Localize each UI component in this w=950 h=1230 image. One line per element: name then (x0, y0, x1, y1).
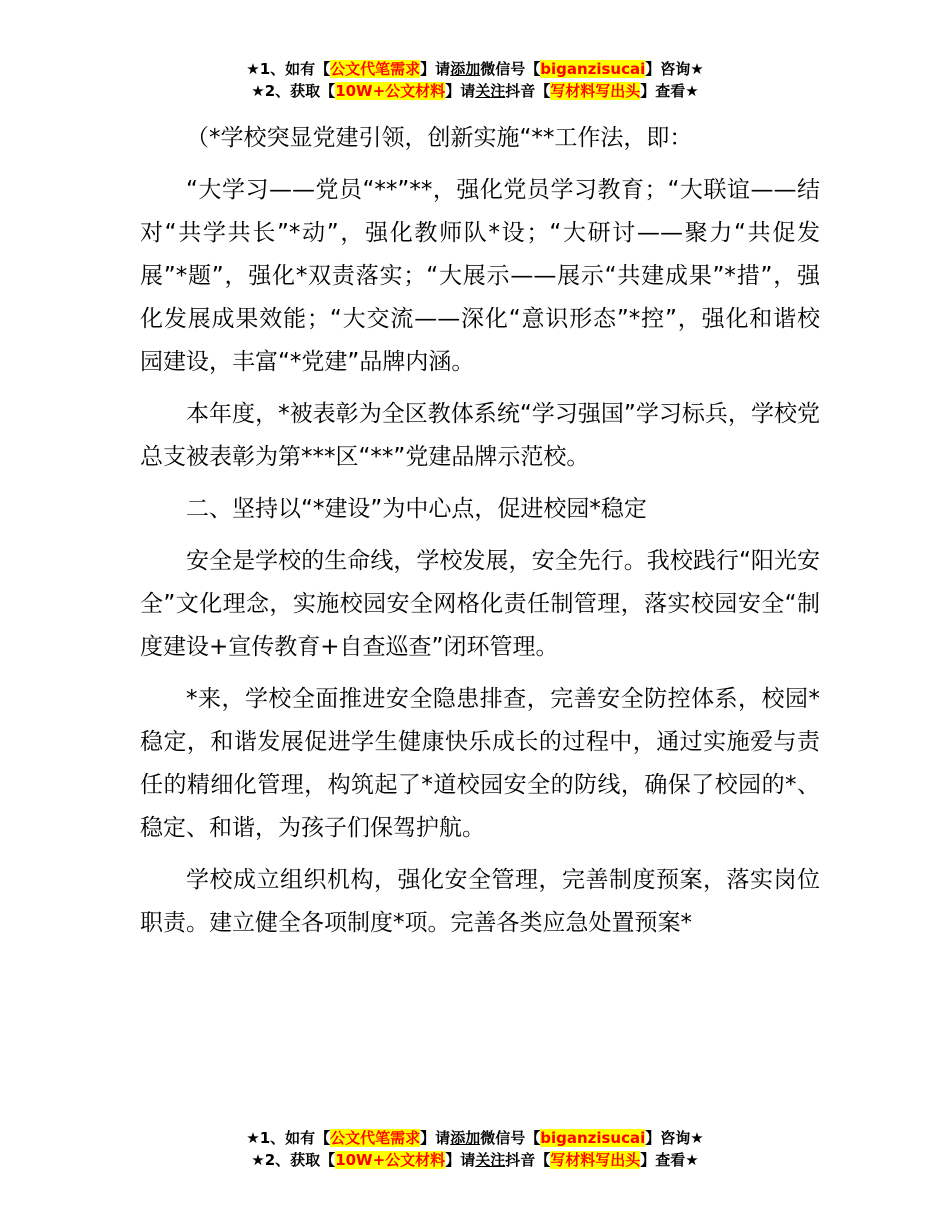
banner-text: 】查看★ (640, 1151, 699, 1169)
header-banner-line-2 (0, 80, 950, 102)
banner-text: 】请 (445, 1151, 476, 1169)
paragraph-organization: 学校成立组织机构，强化安全管理，完善制度预案，落实岗位职责。建立健全各项制度*项。完善各类应急处置预案* (140, 867, 820, 936)
banner-text: ★2、获取【 (251, 1151, 336, 1169)
banner-text: 】咨询★ (645, 1129, 704, 1147)
document-body (140, 117, 820, 954)
highlight-douyin-account: 写材料写出头 (550, 1151, 641, 1169)
highlight-materials-offer: 10W+公文材料 (335, 1151, 446, 1169)
header-banner (0, 58, 950, 102)
banner-underlined-text: 添加 (450, 1129, 481, 1147)
highlight-wechat-id: biganzisucai (540, 60, 646, 78)
banner-text: 抖音【 (505, 82, 551, 100)
banner-text: ★1、如有【 (246, 60, 331, 78)
banner-text: 】查看★ (640, 82, 699, 100)
banner-text: 】请 (445, 82, 476, 100)
banner-text: 微信号【 (480, 60, 541, 78)
footer-banner (0, 1127, 950, 1171)
section-heading: 二、坚持以“*建设”为中心点，促进校园*稳定 (186, 496, 647, 522)
paragraph-five-activities: “大学习——党员“**”**，强化党员学习教育；“大联谊——结对“共学共长”*动”，强化教师队*设；“大研讨——聚力“共促发展”*题”，强化*双责落实；“大展示——展示“共建成果”*措”，强化发展成果效能；“大交流——深化“意识形态”*控”，强化和谐校园建设，丰富“*党建”品牌内涵。 (140, 177, 820, 375)
banner-text: 】请 (420, 1129, 451, 1147)
highlight-douyin-account: 写材料写出头 (550, 82, 641, 100)
paragraph-safety-measures: *来，学校全面推进安全隐患排查，完善安全防控体系，校园*稳定，和谐发展促进学生健康快乐成长的过程中，通过实施爱与责任的精细化管理，构筑起了*道校园安全的防线，确保了校园的*、稳定、和谐，为孩子们保驾护航。 (140, 686, 820, 841)
banner-text: 微信号【 (480, 1129, 541, 1147)
banner-text: ★1、如有【 (246, 1129, 331, 1147)
banner-text: 】咨询★ (645, 60, 704, 78)
header-banner-line-1 (0, 58, 950, 80)
highlight-ghostwriting-service: 公文代笔需求 (330, 60, 421, 78)
highlight-materials-offer: 10W+公文材料 (335, 82, 446, 100)
banner-underlined-text: 添加 (450, 60, 481, 78)
banner-underlined-text: 关注 (475, 82, 506, 100)
paragraph-safety-lifeline: 安全是学校的生命线，学校发展，安全先行。我校践行“阳光安全”文化理念，实施校园安全网格化责任制管理，落实校园安全“制度建设+宣传教育+自查巡查”闭环管理。 (140, 548, 820, 660)
banner-text: 抖音【 (505, 1151, 551, 1169)
footer-banner-line-2 (0, 1149, 950, 1171)
highlight-wechat-id: biganzisucai (540, 1129, 646, 1147)
banner-underlined-text: 关注 (475, 1151, 506, 1169)
banner-text: ★2、获取【 (251, 82, 336, 100)
paragraph-intro: （*学校突显党建引领，创新实施“**工作法，即： (186, 125, 693, 151)
footer-banner-line-1 (0, 1127, 950, 1149)
highlight-ghostwriting-service: 公文代笔需求 (330, 1129, 421, 1147)
paragraph-awards: 本年度，*被表彰为全区教体系统“学习强国”学习标兵，学校党总支被表彰为第***区“**”党建品牌示范校。 (140, 401, 820, 470)
banner-text: 】请 (420, 60, 451, 78)
